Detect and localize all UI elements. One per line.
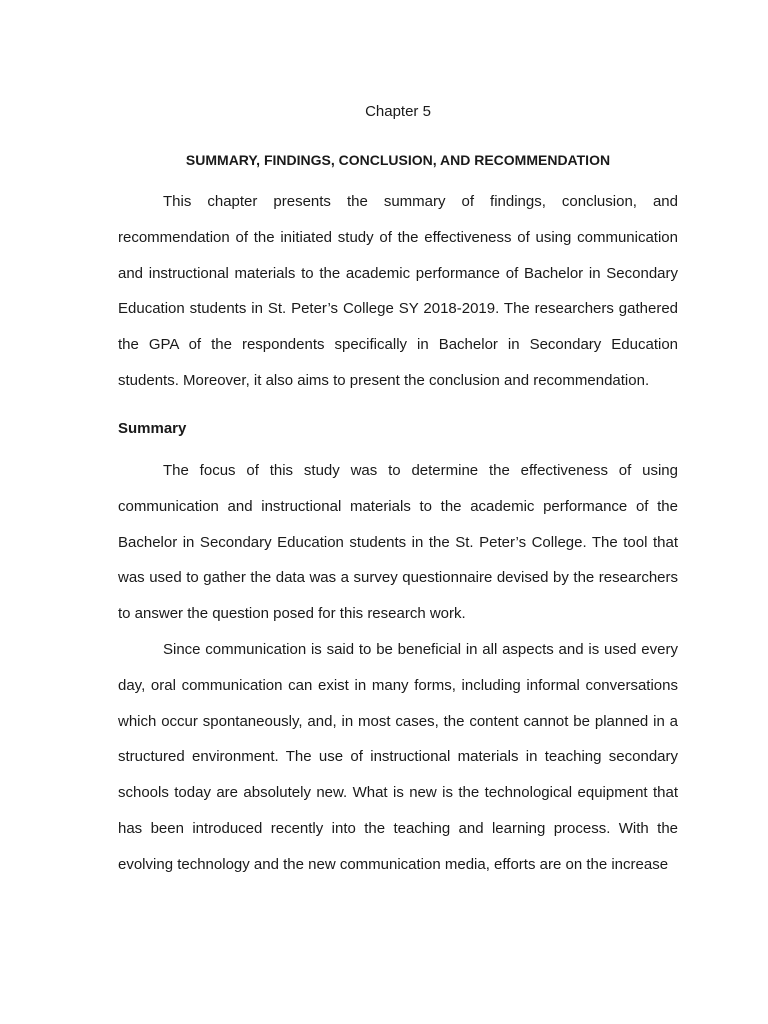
chapter-title: SUMMARY, FINDINGS, CONCLUSION, AND RECOMMENDATION bbox=[185, 152, 611, 168]
summary-paragraph: The focus of this study was to determine the effectiveness of using communication and instructional materials to the academic performance of the Bachelor in Secondary Education students in the St. Peter’s College. The tool that was used to gather the data was a survey questionnaire devised by the researchers to answer the question posed for this research work. bbox=[118, 462, 678, 623]
chapter-label: Chapter 5 bbox=[365, 103, 431, 120]
summary-heading: Summary bbox=[118, 420, 187, 437]
summary-paragraph: Since communication is said to be beneficial in all aspects and is used every day, oral communication can exist in many forms, including informal conversations which occur spontaneously, and, in most cases, the content cannot be planned in a structured environment. The use of instructional materials in teaching secondary schools today are absolutely new. What is new is the technological equipment that has been introduced recently into the teaching and learning process. With the evolving technology and the new communication media, efforts are on the increase bbox=[118, 641, 678, 873]
intro-paragraph: This chapter presents the summary of findings, conclusion, and recommendation of the initiated study of the effectiveness of using communication and instructional materials to the academic performance of Bachelor in Secondary Education students in St. Peter’s College SY 2018-2019. The researchers gathered the GPA of the respondents specifically in Bachelor in Secondary Education students. Moreover, it also aims to present the conclusion and recommendation. bbox=[118, 193, 678, 389]
